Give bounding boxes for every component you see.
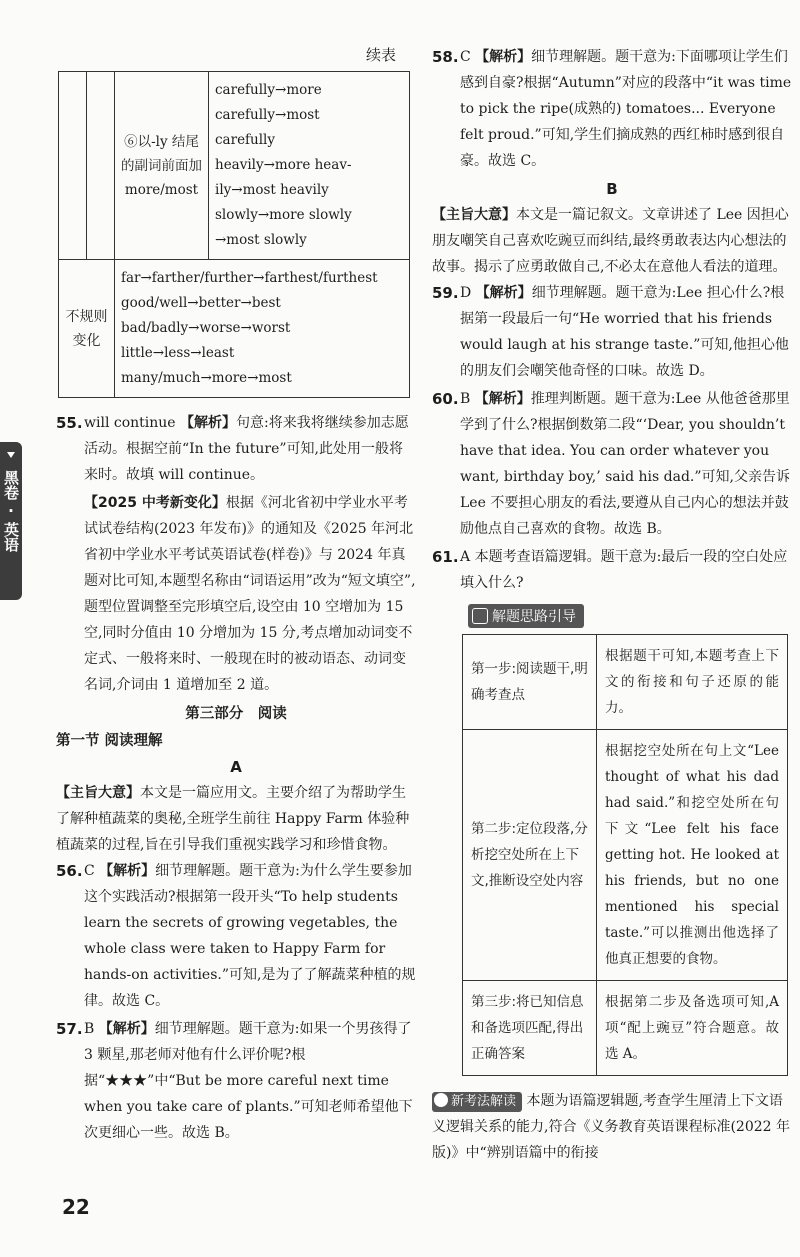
step-content: 根据挖空处所在句上文“Lee thought of what his dad had said.”和挖空处所在句下文“Lee felt his face getting hot. He looked at his friends, but no one mentioned his special taste.”可以推测出他选择了他真正想要的食物。 [597, 730, 788, 981]
example-line: little→less→least [121, 345, 235, 361]
answer: A [460, 549, 471, 565]
answer: D [460, 285, 472, 301]
example-line: many/much→more→most [121, 370, 292, 386]
question-text: 本题考查语篇逻辑。题干意为:最后一段的空白处应填入什么? [460, 549, 788, 591]
answer: C [84, 863, 95, 879]
analysis-text: 细节理解题。题干意为:Lee 担心什么?根据第一段最后一句“He worried that his friends would laugh at his strange taste.”可知,他担心他的朋友们会嘲笑他奇怪的口味。故选 D。 [460, 285, 789, 379]
page-number: 22 [62, 1195, 90, 1219]
passage-a-label: A [230, 758, 242, 776]
example-line: carefully [215, 132, 276, 148]
steps-table [462, 634, 788, 1076]
analysis-text: 细节理解题。题干意为:为什么学生要参加这个实践活动?根据第一段开头“To help students learn the secrets of growing vegetables, the whole class were taken to Happy Farm for hands-on activities.”可知,是为了了解蔬菜种植的规律。故选 C。 [84, 863, 416, 1009]
side-tab-line2: 英语 [2, 522, 20, 552]
analysis-tag: 【解析】 [98, 1021, 155, 1037]
continued-label: 续表 [365, 46, 396, 64]
side-tab-dot: · [8, 502, 14, 520]
table-row [59, 260, 410, 398]
analysis-tag: 【解析】 [475, 285, 532, 301]
side-tab-line1: 黑卷 [2, 470, 20, 500]
irregular-label: 不规则变化 [59, 260, 115, 398]
table-cell [87, 72, 115, 260]
answer: B [84, 1021, 95, 1037]
guide-badge [468, 604, 584, 628]
step-content: 根据第二步及备选项可知,A 项“配上豌豆”符合题意。故选 A。 [597, 981, 788, 1076]
analysis-tag: 【解析】 [474, 391, 531, 407]
example-line: good/well→better→best [121, 295, 281, 311]
analysis-text: 细节理解题。题干意为:如果一个男孩得了 3 颗星,那老师对他有什么评价呢?根据“★★★”中“But be more careful next time when you take care of plants.”可知老师希望他下次更细心一些。故选 B。 [84, 1021, 413, 1141]
rule6-label: ⑥以-ly 结尾的副词前面加 more/most [115, 72, 209, 260]
analysis-text: 细节理解题。题干意为:下面哪项让学生们感到自豪?根据“Autumn”对应的段落中“it was time to pick the ripe(成熟的) tomatoes... Everyone felt proud.”可知,学生们摘成熟的西红柿时感到很自豪。故选 C。 [460, 49, 792, 169]
left-column [56, 44, 416, 1148]
question-number: 56. [56, 862, 83, 880]
example-line: carefully→most [215, 107, 320, 123]
analysis-text: 推理判断题。题干意为:Lee 从他爸爸那里学到了什么?根据倒数第二段“‘Dear, you shouldn’t have that idea. You can order whatever you want, birthday boy,’ said his dad.”可知,父亲告诉 Lee 不要担心朋友的看法,要遵从自己内心的想法并鼓励他点自己喜欢的食物。故选 B。 [460, 391, 790, 537]
newlaw-badge [432, 1092, 522, 1112]
question-number: 57. [56, 1020, 83, 1038]
main-idea-a [56, 780, 416, 858]
question-number: 61. [432, 548, 459, 566]
question-57 [56, 1016, 416, 1146]
pin-icon [434, 1093, 448, 1107]
example-line: ily→most heavily [215, 182, 329, 198]
question-number: 58. [432, 48, 459, 66]
question-number: 55. [56, 414, 83, 432]
example-line: carefully→more [215, 82, 322, 98]
exam-change-note [56, 490, 416, 698]
example-line: bad/badly→worse→worst [121, 320, 291, 336]
new-exam-note [432, 1088, 792, 1166]
example-line: far→farther/further→farthest/furthest [121, 270, 378, 286]
analysis-tag: 【解析】 [180, 415, 237, 431]
rule6-examples [209, 72, 410, 260]
analysis-tag: 【解析】 [99, 863, 156, 879]
change-text: 根据《河北省初中学业水平考试试卷结构(2023 年发布)》的通知及《2025 年河北省初中学业水平考试英语试卷(样卷)》与 2024 年真题对比可知,本题型名称由“词语运用”改为“短文填空”,题型位置调整至完形填空后,设空由 10 空增加为 15 空,同时分值由 10 分增加为 15 分,考点增加动词变不定式、一般将来时、一般现在时的被动语态、动词变名词,介词由 1 道增加至 2 道。 [84, 495, 416, 693]
irregular-examples [115, 260, 410, 398]
analysis-tag: 【解析】 [475, 49, 532, 65]
side-tab [0, 442, 22, 600]
main-idea-tag: 【主旨大意】 [432, 207, 516, 223]
question-number: 60. [432, 390, 459, 408]
table-row [463, 730, 788, 981]
document-icon [472, 608, 488, 624]
question-61 [432, 544, 792, 596]
step-label: 第二步:定位段落,分析挖空处所在上下文,推断设空处内容 [463, 730, 597, 981]
step-label: 第三步:将已知信息和备选项匹配,得出正确答案 [463, 981, 597, 1076]
question-number: 59. [432, 284, 459, 302]
newlaw-label: 新考法解读 [451, 1094, 517, 1109]
guide-label: 解题思路引导 [492, 609, 576, 625]
main-idea-b [432, 202, 792, 280]
step-label: 第一步:阅读题干,明确考查点 [463, 635, 597, 730]
change-tag: 【2025 中考新变化】 [84, 495, 226, 511]
newlaw-text: 本题为语篇逻辑题,考查学生厘清上下文语义逻辑关系的能力,符合《义务教育英语课程标准(2022 年版)》中“辨别语篇中的衔接 [432, 1093, 790, 1161]
section1-title: 第一节 阅读理解 [56, 733, 163, 749]
question-56 [56, 858, 416, 1014]
example-line: →most slowly [215, 232, 307, 248]
table-row [59, 72, 410, 260]
question-60 [432, 386, 792, 542]
question-58 [432, 44, 792, 174]
part3-title: 第三部分 阅读 [185, 706, 287, 722]
table-row [463, 981, 788, 1076]
answer: C [460, 49, 471, 65]
right-column [432, 44, 792, 1166]
table-cell [59, 72, 87, 260]
table-row [463, 635, 788, 730]
answer: B [460, 391, 471, 407]
step-content: 根据题干可知,本题考查上下文的衔接和句子还原的能力。 [597, 635, 788, 730]
grammar-table [58, 71, 410, 398]
example-line: heavily→more heav- [215, 157, 352, 173]
answer: will continue [84, 415, 176, 431]
main-idea-text: 本文是一篇应用文。主要介绍了为帮助学生了解种植蔬菜的奥秘,全班学生前往 Happy Farm 体验种植蔬菜的过程,旨在引导我们重视实践学习和珍惜食物。 [56, 785, 410, 853]
main-idea-tag: 【主旨大意】 [56, 785, 140, 801]
triangle-icon [7, 452, 15, 458]
example-line: slowly→more slowly [215, 207, 352, 223]
question-59 [432, 280, 792, 384]
analysis-text: 句意:将来我将继续参加志愿活动。根据空前“In the future”可知,此处用一般将来时。故填 will continue。 [84, 415, 409, 483]
question-55 [56, 410, 416, 488]
passage-b-label: B [606, 180, 618, 198]
main-idea-text: 本文是一篇记叙文。文章讲述了 Lee 因担心朋友嘲笑自己喜欢吃豌豆而纠结,最终勇敢表达内心想法的故事。揭示了应勇敢做自己,不必太在意他人看法的道理。 [432, 207, 789, 275]
